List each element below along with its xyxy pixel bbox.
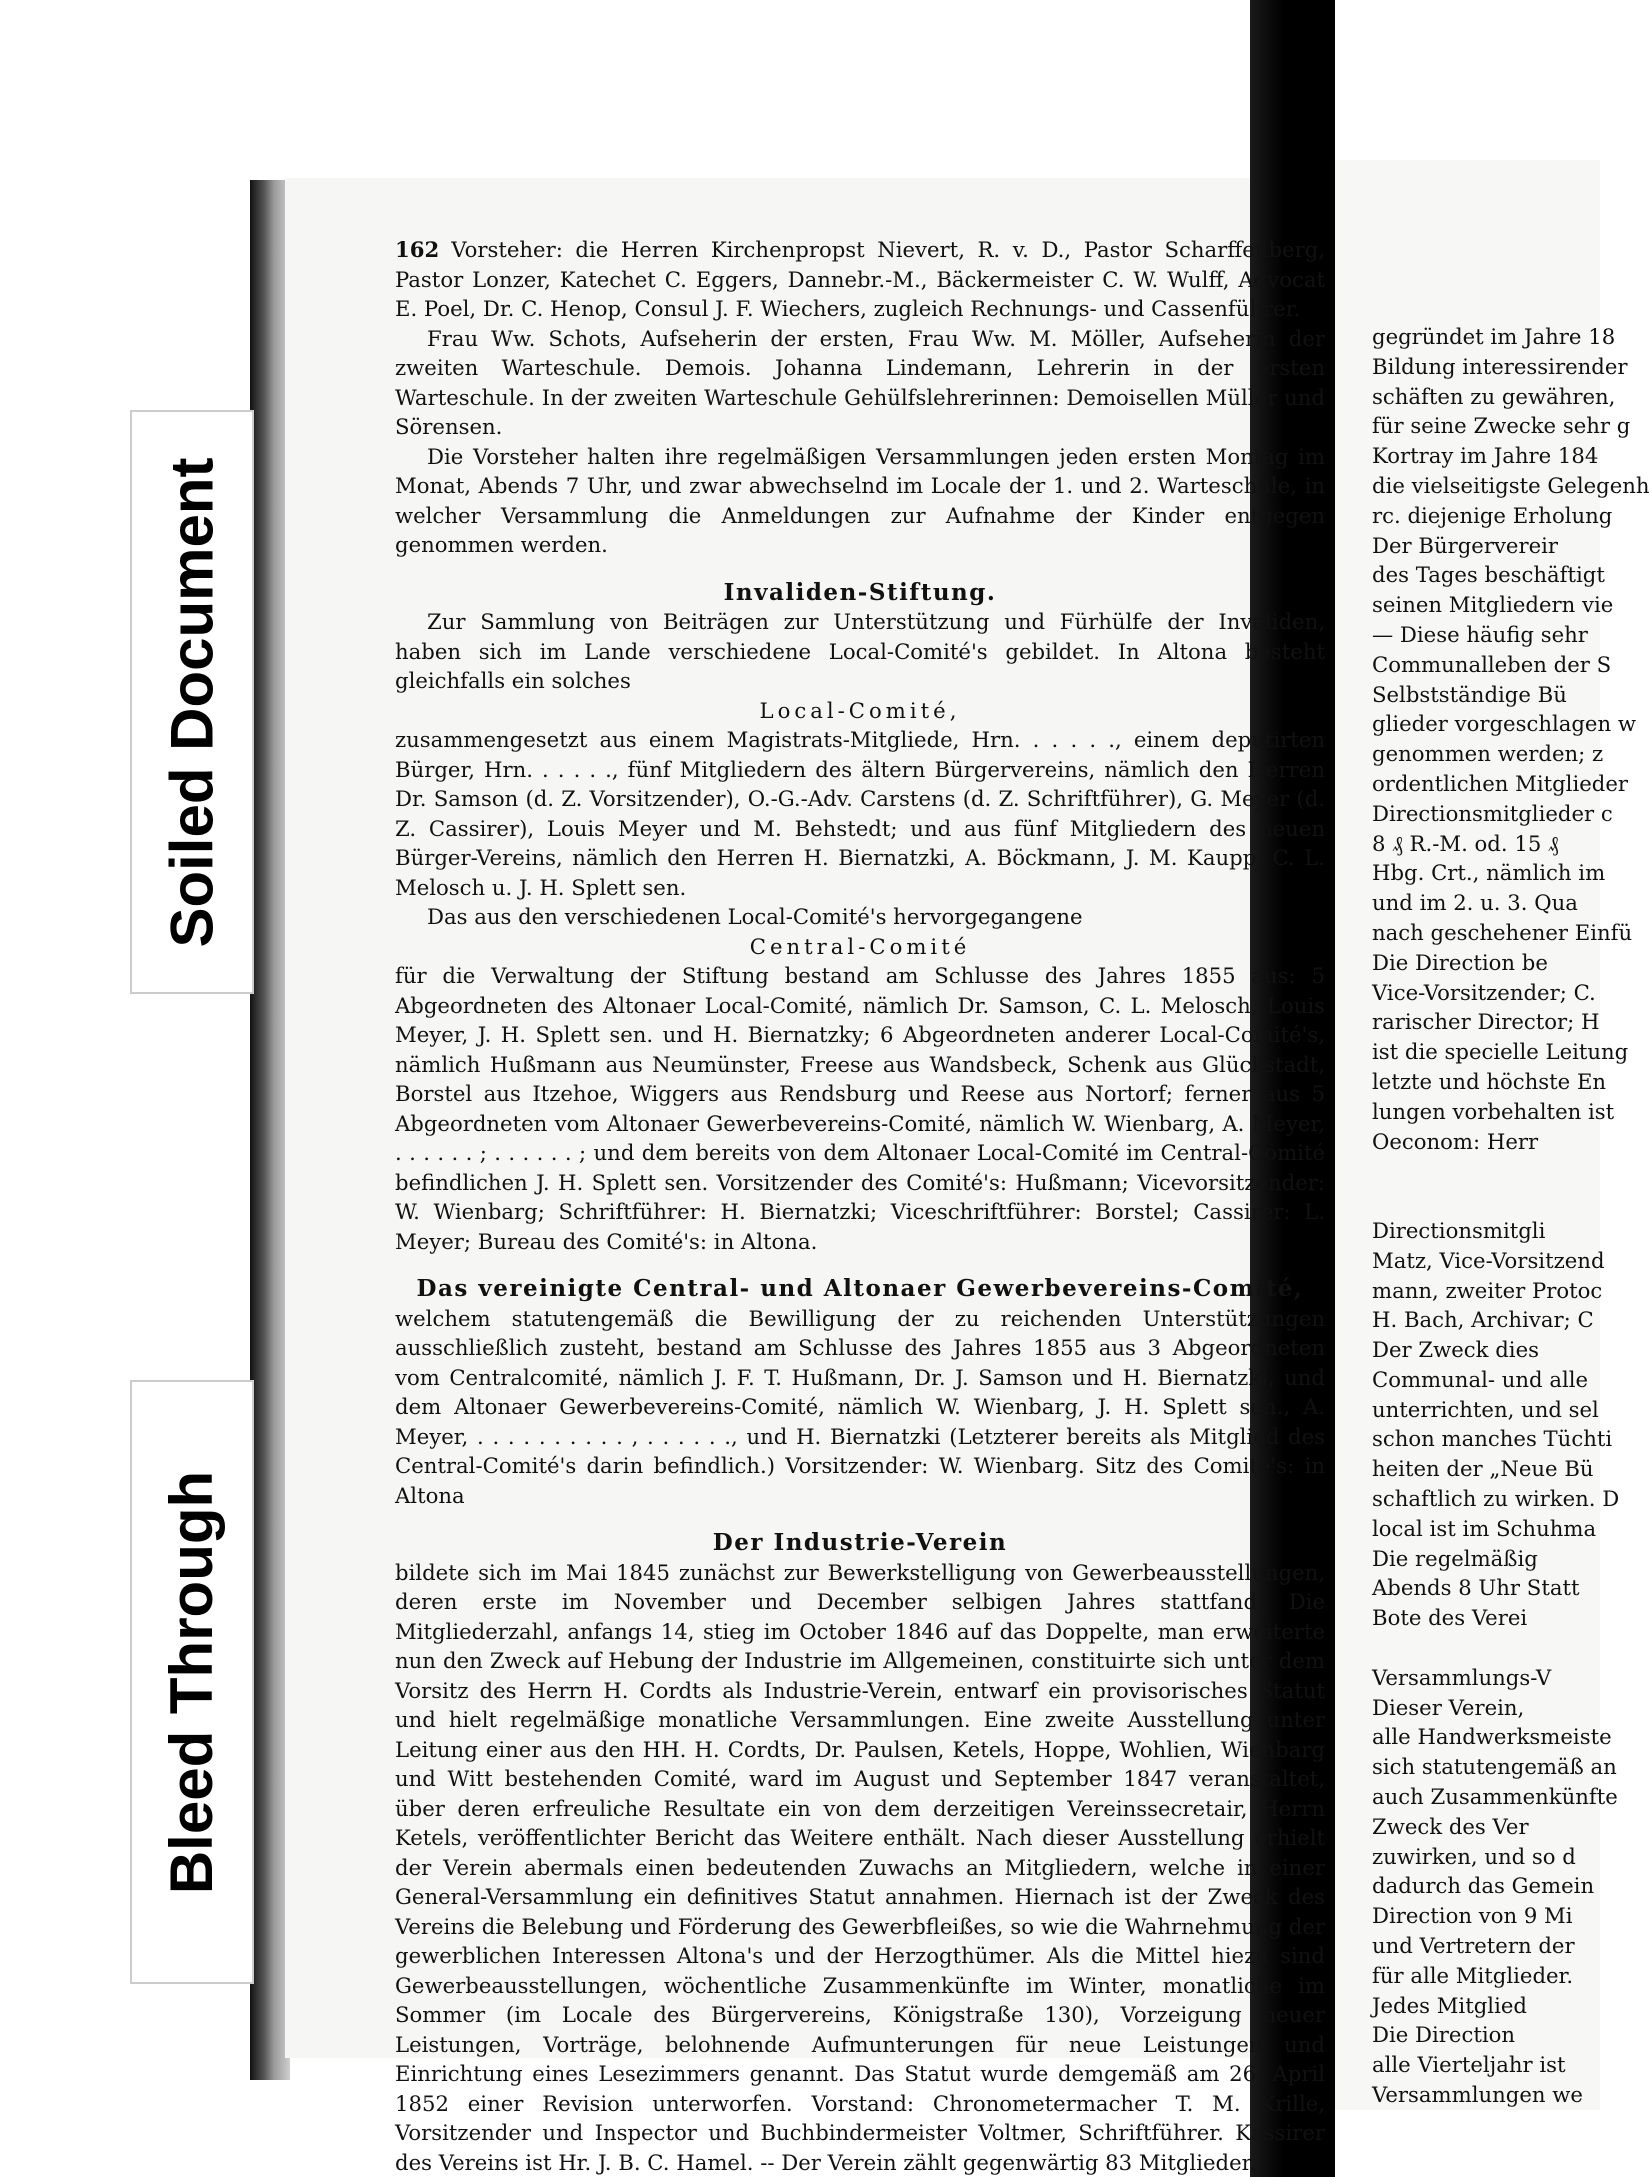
right-page-line: Versammlungen we: [1372, 2082, 1583, 2108]
right-page-line: alle Handwerksmeiste: [1372, 1724, 1612, 1750]
right-page-line: ist die specielle Leitung: [1372, 1039, 1629, 1065]
page-number: 162: [395, 237, 440, 262]
right-page-line: und im 2. u. 3. Qua: [1372, 890, 1578, 916]
right-page-line: Selbstständige Bü: [1372, 681, 1567, 707]
left-page-text: [395, 235, 1325, 2177]
right-page-line: Communalleben der S: [1372, 651, 1612, 677]
right-page-line: Der Zweck dies: [1372, 1337, 1539, 1363]
right-page-line: Matz, Vice-Vorsitzend: [1372, 1247, 1605, 1273]
right-page-line: und Vertretern der: [1372, 1933, 1575, 1959]
right-page-line: Directionsmitgli: [1372, 1217, 1546, 1243]
right-page-line: Vice-Vorsitzender; C.: [1372, 979, 1596, 1005]
heading-vereinigte-comite: Das vereinigte Central- und Altonaer Gewerbevereins-Comité,: [416, 1275, 1304, 1302]
right-page-line: H. Bach, Archivar; C: [1372, 1307, 1594, 1333]
paragraph-zusammengesetzt: zusammengesetzt aus einem Magistrats-Mitgliede, Hrn. . . . . ., einem deputirten Bürger, Hrn. . . . . ., fünf Mitgliedern des ältern Bürgervereins, nämlich den Herren Dr. Samson (d. Z. Vorsitzender), O.-G.-Adv. Carstens (d. Z. Schriftführer), G. Meyer (d. Z. Cassirer), Louis Meyer und M. Behstedt; und aus fünf Mitgliedern des neuen Bürger-Vereins, nämlich den Herren H. Biernatzki, A. Böckmann, J. M. Kaupp, C. L. Melosch u. J. H. Splett sen.: [395, 727, 1325, 900]
right-page-line: dadurch das Gemein: [1372, 1873, 1595, 1899]
right-page-line: sich statutengemäß an: [1372, 1754, 1617, 1780]
paragraph-sammlung: Zur Sammlung von Beiträgen zur Unterstützung und Fürhülfe der Invaliden, haben sich im Lande verschiedene Local-Comité's gebildet. In Altona besteht gleichfalls ein solches: [395, 609, 1325, 693]
right-page-line: genommen werden; z: [1372, 741, 1604, 767]
right-page-line: auch Zusammenkünfte: [1372, 1784, 1618, 1810]
paragraph-hervorgegangene: Das aus den verschiedenen Local-Comité's hervorgegangene: [427, 904, 1083, 929]
subheading-local-comite: Local-Comité,: [759, 697, 961, 723]
right-page-line: für alle Mitglieder.: [1372, 1962, 1574, 1988]
right-page-line: nach geschehener Einfü: [1372, 919, 1633, 945]
right-page-line: Direction von 9 Mi: [1372, 1903, 1573, 1929]
right-page-line: lungen vorbehalten ist: [1372, 1098, 1615, 1124]
bleed-through-label: [130, 1380, 254, 1984]
right-page-line: Die Direction: [1372, 2022, 1516, 2048]
right-page-line: Bildung interessirender: [1372, 353, 1628, 379]
right-page-line: zuwirken, und so d: [1372, 1843, 1576, 1869]
right-page-line: schaftlich zu wirken. D: [1372, 1486, 1620, 1512]
right-page-line: rarischer Director; H: [1372, 1009, 1600, 1035]
binding-edge: [250, 180, 290, 2080]
right-page-line: die vielseitigste Gelegenh: [1372, 472, 1650, 498]
right-page-line: seinen Mitgliedern vie: [1372, 592, 1614, 618]
right-page-line: unterrichten, und sel: [1372, 1396, 1599, 1422]
right-page-line: Hbg. Crt., nämlich im: [1372, 860, 1606, 886]
paragraph-industrie-verein: bildete sich im Mai 1845 zunächst zur Bewerkstelligung von Gewerbeausstellungen, deren erste im November und December selbigen Jahres stattfand. Die Mitgliederzahl, anfangs 14, stieg im October 1846 auf das Doppelte, man erweiterte nun den Zweck auf Hebung der Industrie im Allgemeinen, constituirte sich unter dem Vorsitz des Herrn H. Cordts als Industrie-Verein, entwarf ein provisorisches Statut und hielt regelmäßige monatliche Versammlungen. Eine zweite Ausstellung unter Leitung einer aus den HH. H. Cordts, Dr. Paulsen, Ketels, Hoppe, Wohlien, Wienbarg und Witt bestehenden Comité, ward im August und September 1847 veranstaltet, über deren erfreuliche Resultate ein von dem derzeitigen Vereinssecretair, Herrn Ketels, veröffentlichter Bericht das Weitere enthält. Nach dieser Ausstellung erhielt der Verein abermals einen bedeutenden Zuwachs an Mitgliedern, welche in einer General-Versammlung ein definitives Statut annahmen. Hiernach ist der Zweck des Vereins die Belebung und Förderung des Gewerbfleißes, so wie die Wahrnehmung der gewerblichen Interessen Altona's und der Herzogthümer. Als die Mittel hiezu sind Gewerbeausstellungen, wöchentliche Zusammenkünfte im Winter, monatliche im Sommer (im Locale des Bürgervereins, Königstraße 130), Vorzeigung neuer Leistungen, Vorträge, belohnende Aufmunterungen für neue Leistungen und Einrichtung eines Lesezimmers genannt. Das Statut wurde demgemäß am 26. April 1852 einer Revision unterworfen. Vorstand: Chronometermacher T. M. Krille, Vorsitzender und Inspector und Buchbindermeister Voltmer, Schriftführer. Kassirer des Vereins ist Hr. J. B. C. Hamel. -- Der Verein zählt gegenwärtig 83 Mitglieder.: [395, 1559, 1325, 2175]
right-page-line: Die regelmäßig: [1372, 1545, 1538, 1571]
paragraph-aufseherin: Frau Ww. Schots, Aufseherin der ersten, Frau Ww. M. Möller, Aufseherin der zweiten Warteschule. Demois. Johanna Lindemann, Lehrerin in der ersten Warteschule. In der zweiten Warteschule Gehülfslehrerinnen: Demoisellen Müller und Sörensen.: [395, 325, 1325, 439]
right-page-line: glieder vorgeschlagen w: [1372, 711, 1636, 737]
right-page-line: Dieser Verein,: [1372, 1694, 1525, 1720]
right-page-line: für seine Zwecke sehr g: [1372, 413, 1631, 439]
bleed-through-text: Bleed Through: [158, 1470, 226, 1894]
right-page-line: mann, zweiter Protoc: [1372, 1277, 1603, 1303]
right-page-line: letzte und höchste En: [1372, 1068, 1607, 1094]
right-page-line: [1372, 1186, 1632, 1216]
right-page-line: Bote des Verei: [1372, 1605, 1528, 1631]
right-page-line: Abends 8 Uhr Statt: [1372, 1575, 1580, 1601]
right-page-line: 8 ₰ R.-M. od. 15 ₰: [1372, 830, 1559, 856]
right-page-line: Oeconom: Herr: [1372, 1128, 1539, 1154]
vorsteher-text: Vorsteher: die Herren Kirchenpropst Nievert, R. v. D., Pastor Scharffenberg, Pastor Lonzer, Katechet C. Eggers, Dannebr.-M., Bäckermeister C. W. Wulff, Advocat E. Poel, Dr. C. Henop, Consul J. F. Wiechers, zugleich Rechnungs- und Cassenführer.: [395, 237, 1325, 321]
subheading-central-comite: Central-Comité: [749, 933, 971, 959]
soiled-document-text: Soiled Document: [158, 456, 226, 948]
right-page-line: alle Vierteljahr ist: [1372, 2052, 1566, 2078]
paragraph-versammlungen: Die Vorsteher halten ihre regelmäßigen Versammlungen jeden ersten Montag im Monat, Abends 7 Uhr, und zwar abwechselnd im Locale der 1. und 2. Warteschule, in welcher Versammlung die Anmeldungen zur Aufnahme der Kinder entgegen genommen werden.: [395, 443, 1325, 557]
soiled-document-label: [130, 410, 254, 994]
right-page-line: ordentlichen Mitglieder: [1372, 770, 1628, 796]
right-page-line: [1372, 1633, 1632, 1663]
right-page-line: schäften zu gewähren,: [1372, 383, 1616, 409]
right-page-line: [1372, 1156, 1632, 1186]
right-page-line: rc. diejenige Erholung: [1372, 502, 1613, 528]
right-page-line: Directionsmitglieder c: [1372, 800, 1613, 826]
right-page-line: Die Direction be: [1372, 949, 1548, 975]
right-page-line: Versammlungs-V: [1372, 1664, 1552, 1690]
paragraph-verwaltung: für die Verwaltung der Stiftung bestand am Schlusse des Jahres 1855 aus: 5 Abgeordneten des Altonaer Local-Comité, nämlich Dr. Samson, C. L. Melosch, Louis Meyer, J. H. Splett sen. und H. Biernatzky; 6 Abgeordneten anderer Local-Comité's, nämlich Hußmann aus Neumünster, Freese aus Wandsbeck, Schenk aus Glückstadt, Borstel aus Itzehoe, Wiggers aus Rendsburg und Reese aus Nortorf; ferner aus 5 Abgeordneten vom Altonaer Gewerbevereins-Comité, nämlich W. Wienbarg, A. Meyer, . . . . . . ; . . . . . . ; und dem bereits von dem Altonaer Local-Comité im Central-Comité befindlichen J. H. Splett sen. Vorsitzender des Comité's: Hußmann; Vicevorsitzender: W. Wienbarg; Schriftführer: H. Biernatzki; Viceschriftführer: Borstel; Cassirer: L. Meyer; Bureau des Comité's: in Altona.: [395, 963, 1325, 1254]
right-page-line: Zweck des Ver: [1372, 1813, 1529, 1839]
paragraph-statutengemaess: welchem statutengemäß die Bewilligung der zu reichenden Unterstützungen ausschließlich zusteht, bestand am Schlusse des Jahres 1855 aus 3 Abgeordneten vom Centralcomité, nämlich J. F. T. Hußmann, Dr. J. Samson und H. Biernatzki, und dem Altonaer Gewerbevereins-Comité, nämlich W. Wienbarg, J. H. Splett sen., A. Meyer, . . . . . . . . . . , . . . . . ., und H. Biernatzki (Letzterer bereits als Mitglied des Central-Comité's darin befindlich.) Vorsitzender: W. Wienbarg. Sitz des Comité's: in Altona: [395, 1305, 1325, 1508]
right-page-line: — Diese häufig sehr: [1372, 621, 1588, 647]
heading-invaliden-stiftung: Invaliden-Stiftung.: [723, 578, 997, 606]
right-page-line: heiten der „Neue Bü: [1372, 1456, 1594, 1482]
right-page-line: schon manches Tüchti: [1372, 1426, 1613, 1452]
right-page-line: Jedes Mitglied: [1372, 1992, 1527, 2018]
heading-industrie-verein: Der Industrie-Verein: [712, 1529, 1008, 1556]
right-page-line: Kortray im Jahre 184: [1372, 443, 1599, 469]
right-page-line: Communal- und alle: [1372, 1366, 1589, 1392]
right-page-line: des Tages beschäftigt: [1372, 562, 1605, 588]
right-page-line: Der Bürgervereir: [1372, 532, 1559, 558]
right-page-line: local ist im Schuhma: [1372, 1515, 1597, 1541]
right-page-line: gegründet im Jahre 18: [1372, 324, 1616, 349]
right-page-text: [1372, 322, 1650, 2110]
paragraph-vorsteher: [395, 235, 1325, 324]
